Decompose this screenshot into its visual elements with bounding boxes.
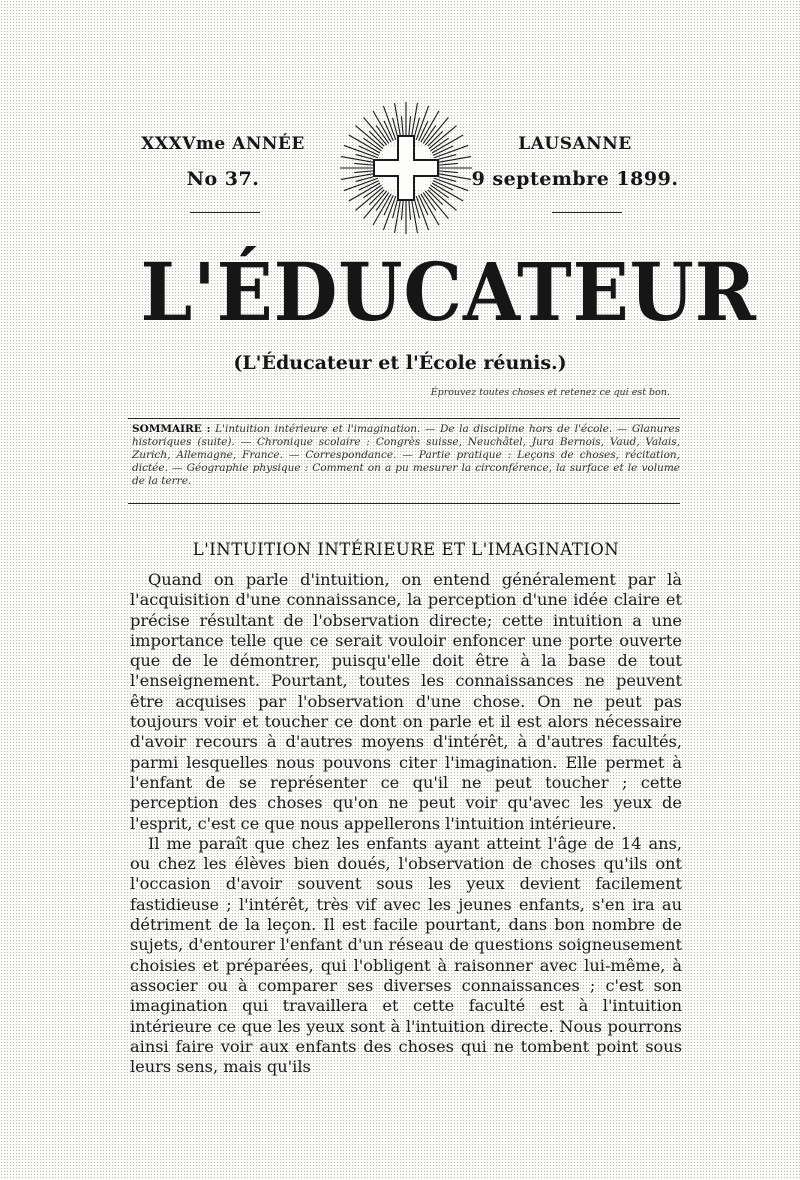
article-body [130, 570, 682, 1077]
left-short-rule [190, 212, 260, 213]
right-short-rule [552, 212, 622, 213]
summary-label: SOMMAIRE : [132, 423, 211, 435]
summary-text: L'intuition intérieure et l'imagination. — De la discipline hors de l'école. — Glanures historiques (suite). — Chronique scolaire : Congrès suisse, Neuchâtel, Jura Bernois, Vaud, Valais, Zurich, Allemagne, France. — Correspondance. — Partie pratique : Leçons de choses, récitation, dictée. — Géographie physique : Comment on a pu mesurer la circonférence, la surface et le volume de la terre. [132, 423, 680, 487]
masthead-subtitle: (L'Éducateur et l'École réunis.) [233, 352, 567, 374]
city-label: LAUSANNE [518, 134, 632, 154]
motto: Éprouvez toutes choses et retenez ce qui est bon. [430, 387, 670, 398]
summary-bottom-rule [128, 503, 680, 504]
header-left [118, 134, 328, 190]
summary-top-rule [128, 418, 680, 419]
year-label: XXXVme ANNÉE [141, 134, 305, 154]
issue-number: No 37. [186, 168, 260, 190]
article-paragraph: Quand on parle d'intuition, on entend généralement par là l'acquisition d'une connaissance, la perception d'une idée claire et précise résultant de l'observation directe; cette intuition a une importance telle que ce serait vouloir enfoncer une porte ouverte que de le démontrer, puisqu'elle doit être à la base de tout l'enseignement. Pourtant, toutes les connaissances ne peuvent être acquises par l'observation d'une chose. On ne peut pas toujours voir et toucher ce dont on parle et il est alors nécessaire d'avoir recours à d'autres moyens d'intérêt, à d'autres facultés, parmi lesquelles nous pouvons citer l'imagination. Elle permet à l'enfant de se représenter ce qu'il ne peut toucher ; cette perception des choses qu'on ne peut voir qu'avec les yeux de l'esprit, c'est ce que nous appellerons l'intuition intérieure. [130, 570, 682, 833]
header-right [470, 134, 680, 190]
article-paragraph: Il me paraît que chez les enfants ayant atteint l'âge de 14 ans, ou chez les élèves bien doués, l'observation de choses qu'ils ont l'occasion d'avoir souvent sous les yeux devient facilement fastidieuse ; l'intérêt, très vif avec les jeunes enfants, s'en ira au détriment de la leçon. Il est facile pourtant, dans bon nombre de sujets, d'entourer l'enfant d'un réseau de questions soigneusement choisies et préparées, qui l'obligent à raisonner avec lui-même, à associer ou à comparer ses diverses connaissances ; c'est son imagination qui travaillera et cette faculté est à l'intuition intérieure ce que les yeux sont à l'intuition directe. Nous pourrons ainsi faire voir aux enfants des choses qui ne tombent point sous leurs sens, mais qu'ils [130, 833, 682, 1077]
summary-block [132, 423, 680, 488]
issue-date: 9 septembre 1899. [471, 168, 679, 190]
masthead-title: L'ÉDUCATEUR [140, 245, 757, 339]
article-title: L'INTUITION INTÉRIEURE ET L'IMAGINATION [192, 540, 620, 559]
swiss-cross-sunburst-icon [338, 100, 474, 236]
